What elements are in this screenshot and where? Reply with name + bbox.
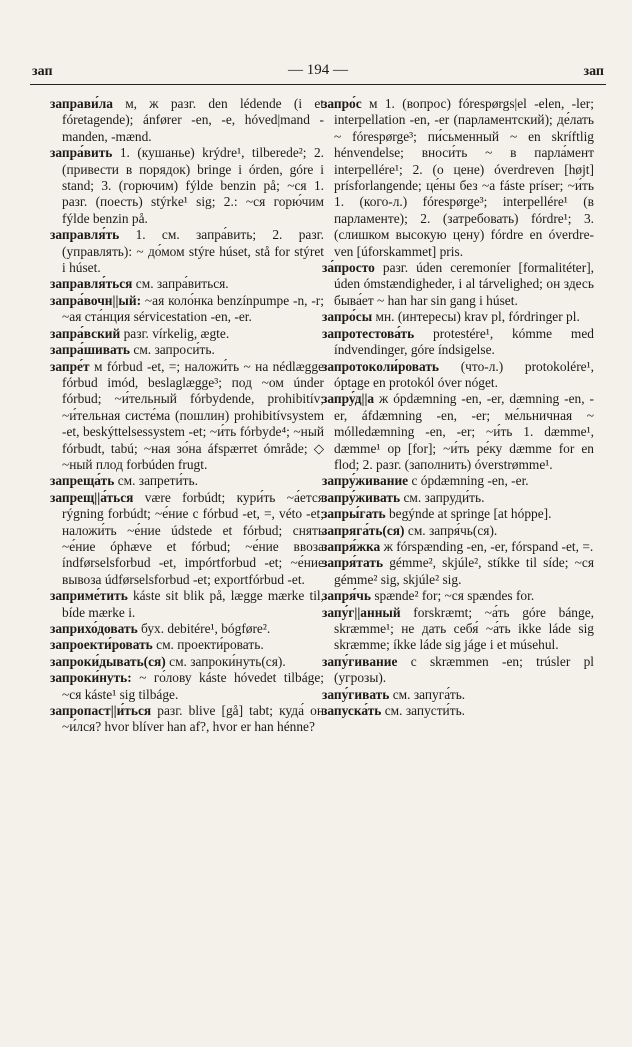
entry-definition: (что-л.) protokolére¹, óptage en protokól óver nóget. bbox=[334, 358, 594, 390]
dictionary-entry bbox=[322, 703, 594, 719]
entry-headword: заприхо́довать bbox=[50, 621, 138, 636]
entry-headword: запротестова́ть bbox=[322, 325, 415, 341]
entry-definition: káste sit blik på, lægge mærke til, bíde mærke i. bbox=[62, 588, 324, 620]
entry-definition: см. запруди́ть. bbox=[403, 489, 485, 505]
entry-definition: spænde² for; ~ся spændes for. bbox=[374, 588, 535, 604]
dictionary-entry bbox=[322, 391, 594, 473]
entry-definition: forskræmt; ~а́ть góre bánge, skræmme¹; не дать себя́ ~а́ть ikke láde sig skræmme; íkke láde sig jáge i et músehul. bbox=[334, 604, 594, 653]
dictionary-entry bbox=[322, 309, 594, 325]
entry-definition: см. запусти́ть. bbox=[384, 703, 466, 719]
entry-headword: запру́живание bbox=[322, 473, 409, 489]
dictionary-entry bbox=[50, 293, 324, 326]
entry-definition: см. запра́виться. bbox=[135, 276, 229, 292]
entry-definition: см. запроки́нуть(ся). bbox=[169, 653, 286, 669]
entry-definition: бух. debitére¹, bógføre². bbox=[141, 621, 271, 636]
dictionary-entry bbox=[50, 473, 324, 489]
entry-headword: запу́гивать bbox=[322, 686, 390, 702]
entry-headword: запроки́нуть: bbox=[50, 670, 132, 686]
dictionary-entry bbox=[322, 359, 594, 392]
dictionary-entry bbox=[322, 539, 594, 555]
entry-definition: с ópdæmning -en, -er. bbox=[411, 473, 529, 489]
dictionary-entry bbox=[50, 654, 324, 670]
entry-definition: ~ая коло́нка benzínpumpe -n, -r; ~ая ста́нция sérvicestation -en, -er. bbox=[62, 292, 324, 325]
dictionary-entry bbox=[50, 490, 324, 588]
entry-definition: разг. úden ceremoníer [formalitéter], úden ómstændigheder, i al tárvelighed; он здесь быва́ет ~ han har sin gang i húset. bbox=[334, 260, 594, 308]
entry-headword: запряга́ть(ся) bbox=[322, 522, 405, 538]
dictionary-entry bbox=[322, 654, 594, 687]
entry-headword: запря́жка bbox=[322, 538, 381, 554]
entry-definition: ж fórspænding -en, -er, fórspand -et, =. bbox=[383, 538, 594, 554]
entry-definition: см. запрети́ть. bbox=[117, 473, 198, 489]
dictionary-entry bbox=[50, 621, 324, 637]
entry-headword: запре́т bbox=[50, 358, 90, 374]
entry-headword: за́просто bbox=[322, 260, 375, 276]
entry-definition: см. запуга́ть. bbox=[392, 686, 466, 702]
entry-headword: запру́д||а bbox=[322, 391, 375, 407]
page-header bbox=[30, 62, 606, 85]
dictionary-entry bbox=[322, 605, 594, 654]
dictionary-entry bbox=[322, 326, 594, 359]
entry-definition: ж ópdæmning -en, -er, dæmning -en, -er, áfdæmning -en, -er; ме́льничная ~ mólledæmning -en, -er; ~и́ть 1. dæmme¹, dæmme¹ op [for]; ~и́ть ре́ку dæmme for en flod; 2. разг. (заполнить) óverstrømme¹. bbox=[334, 391, 594, 472]
dictionary-entry bbox=[322, 687, 594, 703]
entry-definition: 1. см. запра́вить; 2. разг. (управлять): ~ до́мом stýre húset, stå for stýret i húset. bbox=[62, 227, 324, 276]
entry-definition: м fórbud -et, =; наложи́ть ~ на nédlægge fórbud imód, beslaglægge³; под ~ом únder fórbud; ~и́тельный fórbydende, prohibitív; ~и́тельная систе́ма (пошлин) prohibitívsystem -et, beskýttelsessystem -et; ~и́ть fórbyde⁴; ~ный fórbudt, tabú; ~ная зо́на áfspærret ómråde; ◇ ~ный плод forbúden frugt. bbox=[62, 358, 324, 472]
entry-headword: запра́шивать bbox=[50, 342, 131, 358]
entry-headword: запру́живать bbox=[322, 489, 401, 505]
entry-headword: заправля́ть bbox=[50, 227, 120, 243]
dictionary-entry bbox=[322, 473, 594, 489]
entry-headword: запра́вочн||ый: bbox=[50, 292, 142, 308]
right-column bbox=[322, 96, 594, 719]
entry-definition: м, ж разг. den lédende (i et fóretagende); ánfører -en, -e, hóved|mand -manden, -mænd. bbox=[62, 96, 324, 144]
entry-definition: gémme², skjúle², stíkke til síde; ~ся gémme² sig, skjúle² sig. bbox=[334, 555, 594, 587]
entry-definition: protestére¹, kómme med índvendinger, góre índsigelse. bbox=[334, 325, 594, 358]
entry-headword: запреща́ть bbox=[50, 473, 115, 489]
entry-definition: с skræmmen -en; trúsler pl (угрозы). bbox=[334, 653, 595, 686]
dictionary-entry bbox=[50, 703, 324, 736]
dictionary-entry bbox=[50, 342, 324, 358]
dictionary-entry bbox=[50, 227, 324, 276]
left-column bbox=[50, 96, 324, 736]
entry-definition: разг. vírkelig, ægte. bbox=[123, 325, 230, 341]
dictionary-entry bbox=[50, 637, 324, 653]
entry-headword: запро́сы bbox=[322, 309, 373, 325]
entry-headword: заправля́ться bbox=[50, 276, 133, 292]
entry-definition: ~ го́лову káste hóvedet tilbáge; ~ся káste¹ sig tilbáge. bbox=[62, 670, 325, 702]
dictionary-entry bbox=[322, 490, 594, 506]
dictionary-entry bbox=[322, 260, 594, 309]
entry-headword: запуска́ть bbox=[322, 703, 382, 719]
entry-definition: м 1. (вопрос) fórespørgs|el -elen, -ler; interpellation -en, -er (парламентский); де́лать ~ fórespørge³; пи́сьменный ~ en skríftlig hénvendelse; вноси́ть ~ в парла́мент interpellére¹; 2. (о цене) óverdreven [højt] prísforlangende; це́ны без ~а fáste príser; ~и́ть 1. (кого-л.) fórespørge³; interpellére¹ (в парламенте); 2. (затребовать) fórdre¹; 3. (слишком высокую цену) fórdre en óverdreven [úforskammet] pris. bbox=[334, 96, 594, 259]
dictionary-entry bbox=[50, 326, 324, 342]
entry-definition: см. запря́чь(ся). bbox=[407, 522, 498, 538]
dictionary-entry bbox=[322, 96, 594, 260]
entry-headword: запры́гать bbox=[322, 506, 386, 522]
dictionary-entry bbox=[50, 276, 324, 292]
entry-headword: заправи́ла bbox=[50, 96, 113, 111]
entry-headword: запу́г||анный bbox=[322, 604, 401, 620]
dictionary-entry bbox=[50, 359, 324, 474]
entry-headword: запрещ||а́ться bbox=[50, 489, 134, 505]
entry-headword: запро́с bbox=[322, 96, 362, 111]
entry-definition: см. запроси́ть. bbox=[133, 342, 215, 358]
entry-headword: заприме́тить bbox=[50, 588, 128, 604]
entry-definition: разг. blive [gå] tabt; куда́ он ~и́лся? hvor blíver han af?, hvor er han hénne? bbox=[62, 703, 324, 735]
entry-headword: запра́вский bbox=[50, 325, 121, 341]
header-left-guide-word: зап bbox=[32, 64, 53, 79]
entry-headword: запра́вить bbox=[50, 145, 113, 161]
entry-headword: запря́чь bbox=[322, 588, 371, 604]
entry-definition: 1. (кушанье) krýdre¹, tilberede²; 2. (привести в порядок) bringe i órden, góre i stand; 3. (горючим) fýlde benzin på; ~ся 1. разг. (поесть) stýrke¹ sig; 2.: ~ся горю́чим fýlde benzin på. bbox=[62, 145, 324, 226]
entry-definition: мн. (интересы) krav pl, fórdringer pl. bbox=[375, 309, 580, 325]
dictionary-entry bbox=[322, 555, 594, 588]
header-right-guide-word: зап bbox=[583, 64, 604, 79]
dictionary-entry bbox=[50, 588, 324, 621]
entry-headword: запря́тать bbox=[322, 555, 384, 571]
dictionary-entry bbox=[322, 588, 594, 604]
entry-headword: запропаст||и́ться bbox=[50, 703, 152, 719]
dictionary-entry bbox=[50, 96, 324, 145]
dictionary-entry bbox=[50, 670, 324, 703]
entry-headword: запроки́дывать(ся) bbox=[50, 653, 166, 669]
entry-definition: være forbúdt; кури́ть ~а́ется rýgning forbúdt; ~е́ние с fórbud -et, =, véto -et; наложи́ть ~е́ние údstede et fórbud; снять ~е́ние óphæve et fórbud; ~е́ние ввоза índførselsforbud -et, impórtforbud -et; ~е́ние вывоза údførselsforbud -et; exportfórbud -et. bbox=[62, 489, 324, 587]
entry-headword: запу́гивание bbox=[322, 653, 398, 669]
entry-headword: запроекти́ровать bbox=[50, 637, 153, 653]
entry-headword: запротоколи́ровать bbox=[322, 358, 440, 374]
entry-definition: см. проекти́ровать. bbox=[156, 637, 264, 653]
dictionary-entry bbox=[50, 145, 324, 227]
dictionary-entry bbox=[322, 506, 594, 522]
entry-definition: begýnde at springe [at hóppe]. bbox=[388, 506, 552, 522]
dictionary-entry bbox=[322, 523, 594, 539]
page-number: — 194 — bbox=[288, 62, 348, 78]
